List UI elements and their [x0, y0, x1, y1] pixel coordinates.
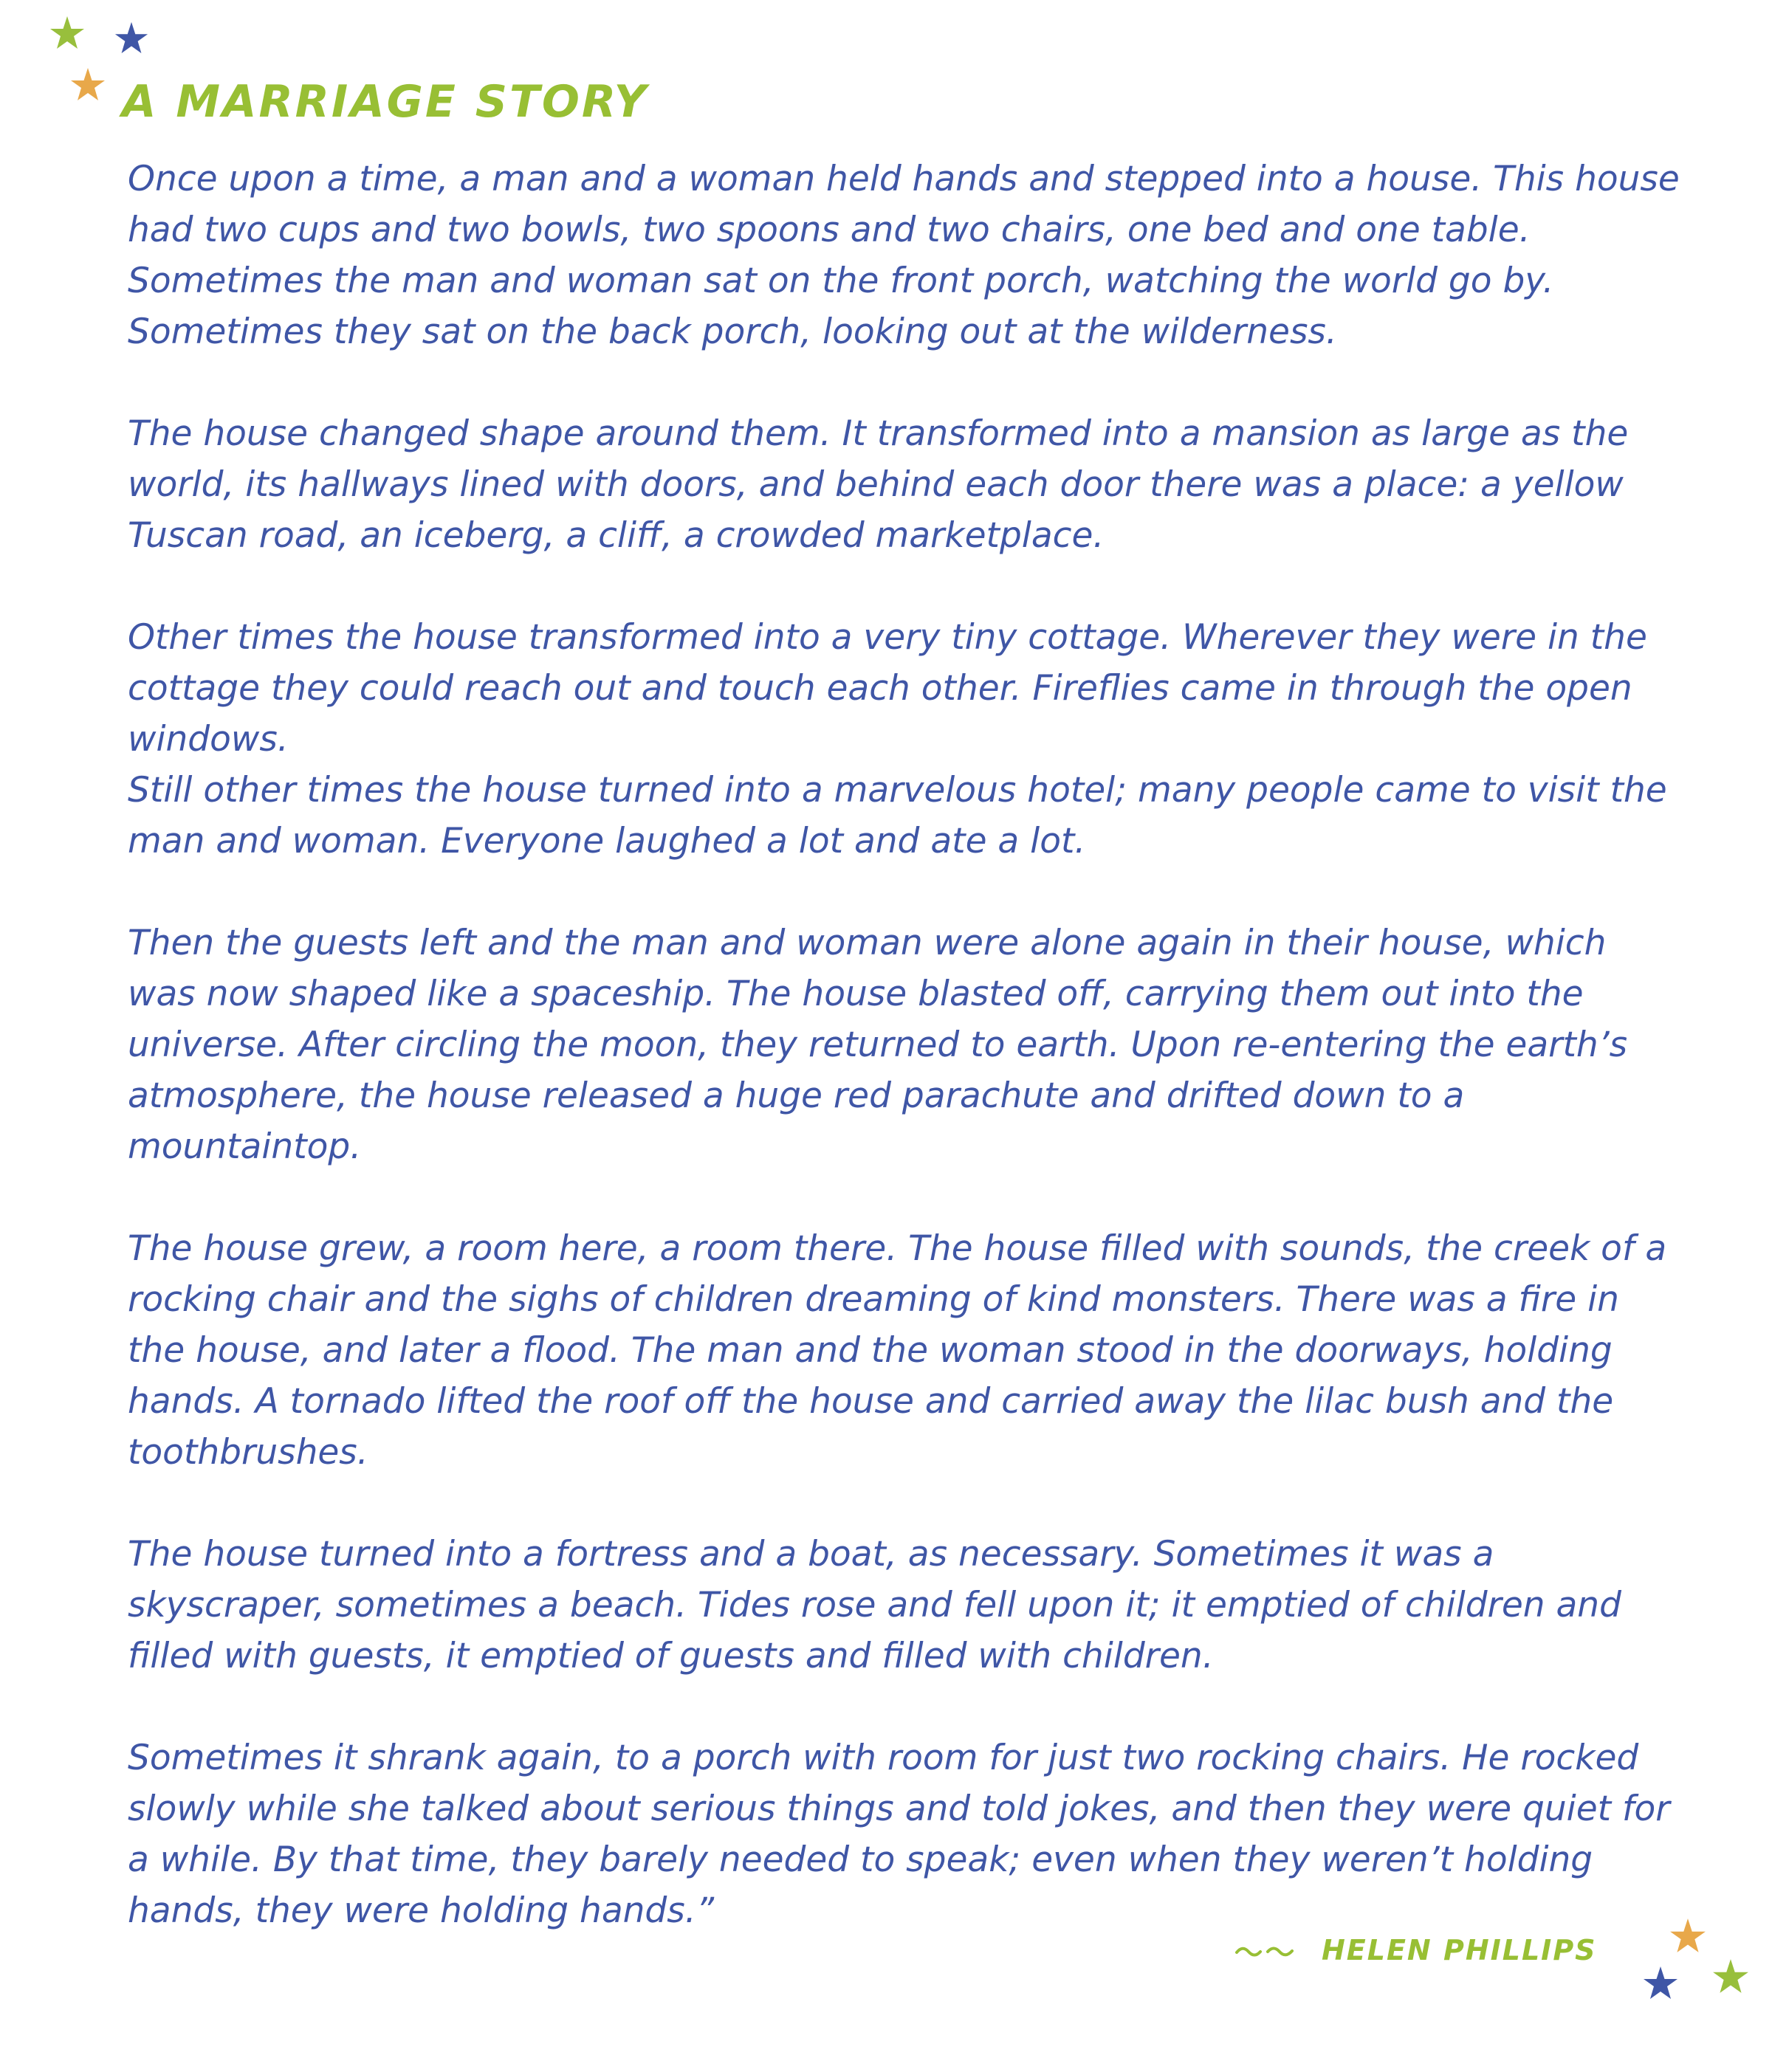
story-paragraph-3: Other times the house transformed into a very tiny cottage. Wherever they were in the cottage they could reach out and touch each other. Fireflies came in through the open windows.	[128, 617, 1647, 760]
star-icon-green-top	[49, 15, 86, 52]
author-signature	[1234, 1928, 1597, 1972]
story-paragraph-7: The house turned into a fortress and a boat, as necessary. Sometimes it was a skyscraper, sometimes a beach. Tides rose and fell upon it; it emptied of children and filled with guests, it emptied of guests and filled with children.	[128, 1534, 1621, 1676]
story-paragraph-8: Sometimes it shrank again, to a porch with room for just two rocking chairs. He rocked slowly while she talked about serious things and told jokes, and then they were quiet for a while. By that time, they barely needed to speak; even when they weren’t holding hands, they were holding hands.”	[128, 1738, 1670, 1931]
story-paragraph-1: Once upon a time, a man and a woman held hands and stepped into a house. This house had two cups and two bowls, two spoons and two chairs, one bed and one table. Sometimes the man and woman sat on the front porch, watching the world go by. Sometimes they sat on the back porch, looking out at the wilderness.	[128, 159, 1680, 352]
story-paragraph-6: The house grew, a room here, a room there. The house filled with sounds, the creek of a rocking chair and the sighs of children dreaming of kind monsters. There was a fire in the house, and later a flood. The man and the woman stood in the doorways, holding hands. A tornado lifted the roof off the house and carried away the lilac bush and the toothbrushes.	[128, 1228, 1667, 1473]
star-icon-blue-bottom	[1642, 1965, 1679, 2002]
story-paragraph-4: Still other times the house turned into a marvelous hotel; many people came to visit the man and woman. Everyone laughed a lot and ate a lot.	[128, 770, 1667, 861]
author-name: HELEN PHILLIPS	[1322, 1934, 1597, 1966]
story-title: A MARRIAGE STORY	[122, 76, 649, 128]
story-paragraph-5: Then the guests left and the man and woman were alone again in their house, which was now shaped like a spaceship. The house blasted off, carrying them out into the universe. After circling the moon, they returned to earth. Upon re-entering the earth’s atmosphere, the house released a huge red parachute and drifted down to a mountaintop.	[128, 923, 1628, 1167]
story-body	[128, 154, 1723, 1936]
star-icon-green-bottom	[1711, 1958, 1750, 1996]
squiggle-icon	[1234, 1942, 1295, 1958]
story-paragraph-2: The house changed shape around them. It transformed into a mansion as large as the world, its hallways lined with doors, and behind each door there was a place: a yellow Tuscan road, an iceberg, a cliff, a crowded marketplace.	[128, 413, 1629, 556]
star-icon-orange-top	[69, 66, 106, 103]
star-icon-blue-top	[114, 21, 149, 56]
star-icon-orange-bottom	[1669, 1917, 1707, 1955]
